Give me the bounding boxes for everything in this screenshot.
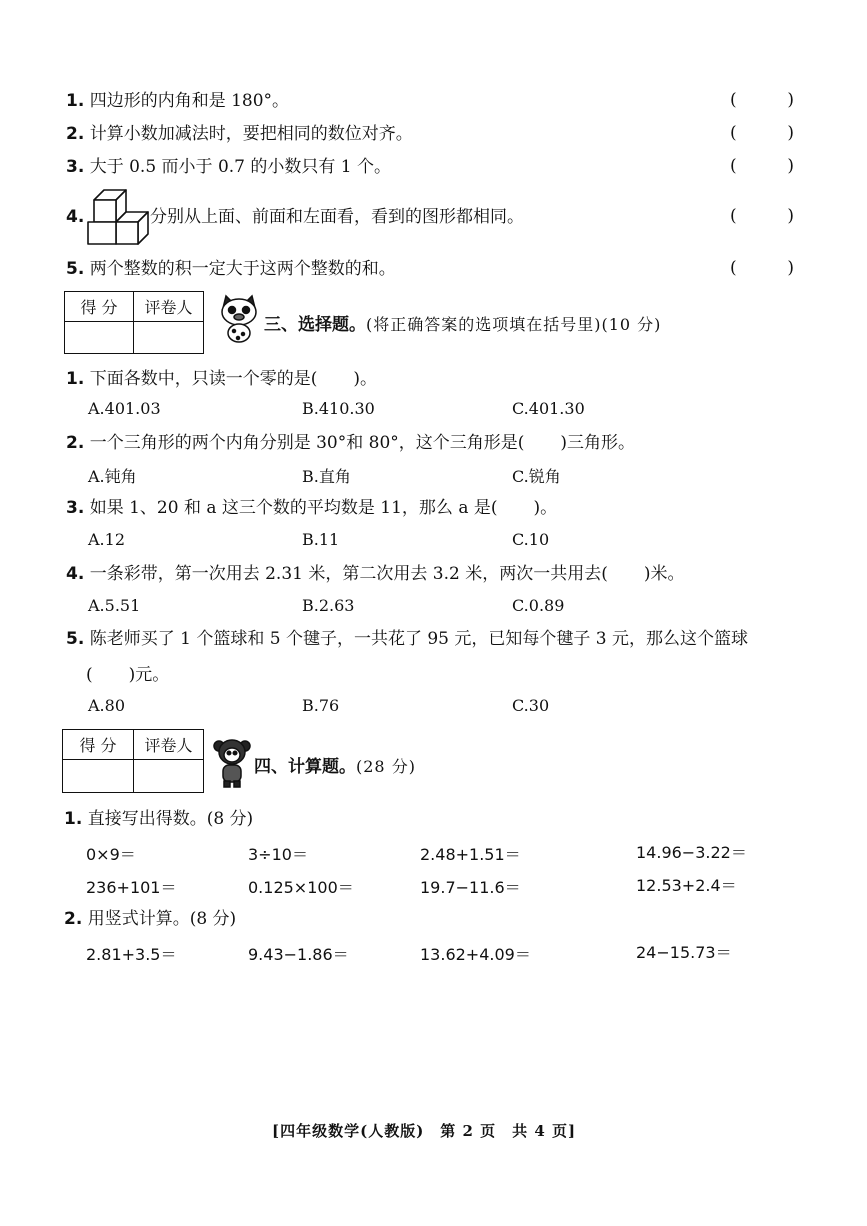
calc-expr: 3÷10＝: [248, 845, 308, 864]
option-c: C.锐角: [512, 467, 561, 486]
calc-expr: 0.125×100＝: [248, 878, 354, 897]
judge-item-2: [66, 123, 413, 145]
grader-label: 评卷人: [134, 292, 204, 322]
judge-item-3: [66, 156, 391, 178]
calc-expr: 0×9＝: [86, 845, 136, 864]
item-text: 两个整数的积一定大于这两个整数的和。: [89, 259, 396, 279]
calc-question-1: 1. 直接写出得数。(8 分): [64, 809, 254, 829]
calc-expr: 12.53+2.4＝: [636, 876, 737, 895]
calc-expr: 2.48+1.51＝: [420, 845, 521, 864]
item-number: 2.: [66, 124, 85, 144]
choice-question-2: 2. 一个三角形的两个内角分别是 30°和 80°，这个三角形是( )三角形。: [66, 433, 636, 453]
section3-note: (将正确答案的选项填在括号里)(10 分): [366, 315, 662, 334]
calc-expr: 24−15.73＝: [636, 943, 732, 962]
judge-item-5: [66, 258, 396, 280]
grader-label: 评卷人: [134, 730, 204, 760]
item-number: 4.: [66, 207, 85, 227]
calc-expr: 2.81+3.5＝: [86, 945, 177, 964]
answer-paren-2[interactable]: ( ): [730, 123, 794, 143]
option-b: B.11: [302, 530, 340, 549]
cube-stack-figure: [84, 186, 150, 248]
item-text: 大于 0.5 而小于 0.7 的小数只有 1 个。: [89, 157, 392, 177]
judge-item-4-text: 分别从上面、前面和左面看，看到的图形都相同。: [150, 207, 524, 227]
monkey-mascot-icon: [212, 736, 252, 788]
score-cell[interactable]: [63, 760, 134, 793]
choice-question-3: 3. 如果 1、20 和 a 这三个数的平均数是 11，那么 a 是( )。: [66, 498, 558, 518]
calc-expr: 9.43−1.86＝: [248, 945, 349, 964]
item-number: 1.: [66, 91, 85, 111]
item-text: 四边形的内角和是 180°。: [89, 91, 290, 111]
score-label: 得 分: [63, 730, 134, 760]
calc-expr: 13.62+4.09＝: [420, 945, 531, 964]
option-b: B.直角: [302, 467, 351, 486]
section4-heading: [254, 752, 416, 777]
answer-paren-5[interactable]: ( ): [730, 258, 794, 278]
option-b: B.2.63: [302, 596, 355, 615]
answer-paren-4[interactable]: ( ): [730, 206, 794, 226]
calc-expr: 14.96−3.22＝: [636, 843, 747, 862]
page-footer: [四年级数学(人教版) 第 2 页 共 4 页]: [272, 1122, 577, 1140]
option-a: A.5.51: [88, 596, 141, 615]
calc-expr: 19.7−11.6＝: [420, 878, 521, 897]
option-a: A.401.03: [88, 399, 161, 418]
option-c: C.10: [512, 530, 550, 549]
choice-question-1: 1. 下面各数中，只读一个零的是( )。: [66, 369, 377, 389]
judge-item-4: [66, 206, 84, 228]
score-box-section3: [64, 291, 204, 354]
answer-paren-1[interactable]: ( ): [730, 90, 794, 110]
choice-question-5-line2: ( )元。: [86, 665, 170, 685]
score-cell[interactable]: [65, 322, 134, 354]
option-a: A.80: [88, 696, 125, 715]
item-number: 3.: [66, 157, 85, 177]
section4-title: 四、计算题。: [254, 757, 356, 777]
option-c: C.401.30: [512, 399, 585, 418]
option-c: C.0.89: [512, 596, 565, 615]
score-box-section4: [62, 729, 204, 793]
choice-question-5: 5. 陈老师买了 1 个篮球和 5 个毽子，一共花了 95 元，已知每个毽子 3 元，那么这个篮球: [66, 629, 749, 649]
option-a: A.12: [88, 530, 125, 549]
option-a: A.钝角: [88, 467, 137, 486]
option-b: B.410.30: [302, 399, 375, 418]
cat-mascot-icon: [216, 294, 262, 344]
item-text: 计算小数加减法时，要把相同的数位对齐。: [89, 124, 413, 144]
item-number: 5.: [66, 259, 85, 279]
option-c: C.30: [512, 696, 550, 715]
choice-question-4: 4. 一条彩带，第一次用去 2.31 米，第二次用去 3.2 米，两次一共用去( )米。: [66, 564, 685, 584]
section4-note: (28 分): [356, 757, 416, 776]
judge-item-1: [66, 90, 289, 112]
grader-cell[interactable]: [134, 760, 204, 793]
section3-title: 三、选择题。: [264, 315, 366, 335]
score-label: 得 分: [65, 292, 134, 322]
calc-expr: 236+101＝: [86, 878, 177, 897]
section3-heading: [264, 310, 661, 335]
grader-cell[interactable]: [134, 322, 204, 354]
option-b: B.76: [302, 696, 340, 715]
calc-question-2: 2. 用竖式计算。(8 分): [64, 909, 237, 929]
answer-paren-3[interactable]: ( ): [730, 156, 794, 176]
